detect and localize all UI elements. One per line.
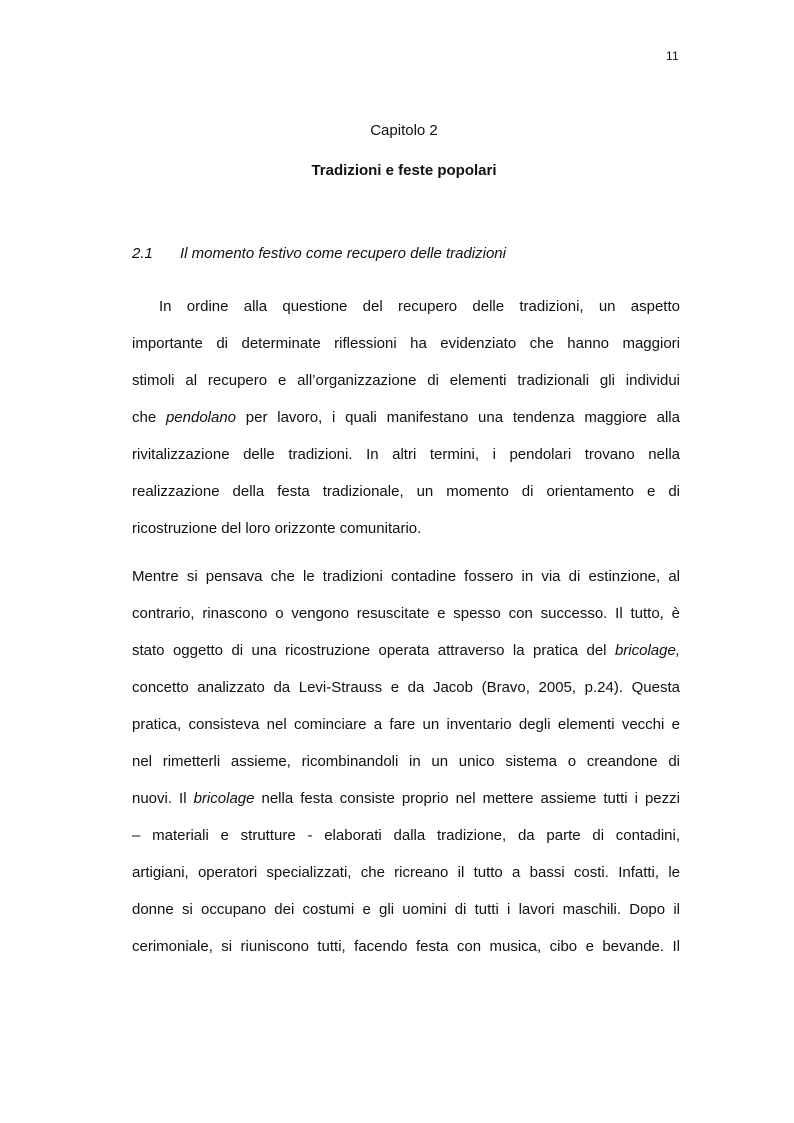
text-segment: stimoli al recupero e all’organizzazione di elementi tradizionali gli individui	[132, 372, 680, 389]
text-line	[132, 817, 680, 854]
text-segment: nella festa consiste proprio nel mettere assieme tutti i pezzi	[254, 790, 680, 807]
text-segment: concetto analizzato da Levi-Strauss e da Jacob (Bravo, 2005, p.24). Questa	[132, 679, 680, 696]
chapter-title: Tradizioni e feste popolari	[311, 162, 497, 179]
text-segment: – materiali e strutture - elaborati dalla tradizione, da parte di contadini,	[132, 827, 680, 844]
text-line	[132, 558, 680, 595]
text-line	[132, 854, 680, 891]
text-segment: donne si occupano dei costumi e gli uomini di tutti i lavori maschili. Dopo il	[132, 901, 680, 918]
text-segment: artigiani, operatori specializzati, che ricreano il tutto a bassi costi. Infatti, le	[132, 864, 680, 881]
text-segment: nuovi. Il	[132, 790, 194, 807]
text-line	[132, 325, 680, 362]
text-line	[132, 928, 680, 965]
text-line	[132, 362, 680, 399]
text-line	[132, 706, 680, 743]
section-heading	[132, 245, 506, 262]
text-segment: che	[132, 409, 166, 426]
section-title: Il momento festivo come recupero delle tradizioni	[180, 245, 506, 262]
text-line	[132, 595, 680, 632]
text-segment: contrario, rinascono o vengono resuscitate e spesso con successo. Il tutto, è	[132, 605, 680, 622]
text-segment: importante di determinate riflessioni ha evidenziato che hanno maggiori	[132, 335, 680, 352]
text-segment: pratica, consisteva nel cominciare a fare un inventario degli elementi vecchi e	[132, 716, 680, 733]
text-line	[132, 510, 680, 547]
text-segment: realizzazione della festa tradizionale, un momento di orientamento e di	[132, 483, 680, 500]
page-number: 11	[666, 49, 679, 63]
text-segment: per lavoro, i quali manifestano una tendenza maggiore alla	[236, 409, 680, 426]
text-line	[132, 399, 680, 436]
text-line	[132, 780, 680, 817]
text-line	[132, 436, 680, 473]
text-segment: In ordine alla questione del recupero delle tradizioni, un aspetto	[159, 298, 680, 315]
text-segment: nel rimetterli assieme, ricombinandoli in un unico sistema o creandone di	[132, 753, 680, 770]
chapter-label: Capitolo 2	[370, 122, 438, 139]
text-segment: rivitalizzazione delle tradizioni. In altri termini, i pendolari trovano nella	[132, 446, 680, 463]
italic-text: bricolage,	[614, 642, 680, 659]
text-line	[132, 743, 680, 780]
text-segment: cerimoniale, si riuniscono tutti, facendo festa con musica, cibo e bevande. Il	[132, 938, 680, 955]
section-number: 2.1	[132, 245, 153, 262]
text-line	[132, 669, 680, 706]
paragraph-1	[132, 288, 680, 547]
text-segment: stato oggetto di una ricostruzione operata attraverso la pratica del	[132, 642, 615, 659]
paragraph-2	[132, 558, 680, 965]
text-line	[132, 288, 680, 325]
text-segment: Mentre si pensava che le tradizioni contadine fossero in via di estinzione, al	[132, 568, 680, 585]
italic-text: bricolage	[193, 790, 255, 807]
text-segment: ricostruzione del loro orizzonte comunitario.	[132, 520, 422, 537]
text-line	[132, 473, 680, 510]
text-line	[132, 632, 680, 669]
italic-text: pendolano	[165, 409, 237, 426]
text-line	[132, 891, 680, 928]
